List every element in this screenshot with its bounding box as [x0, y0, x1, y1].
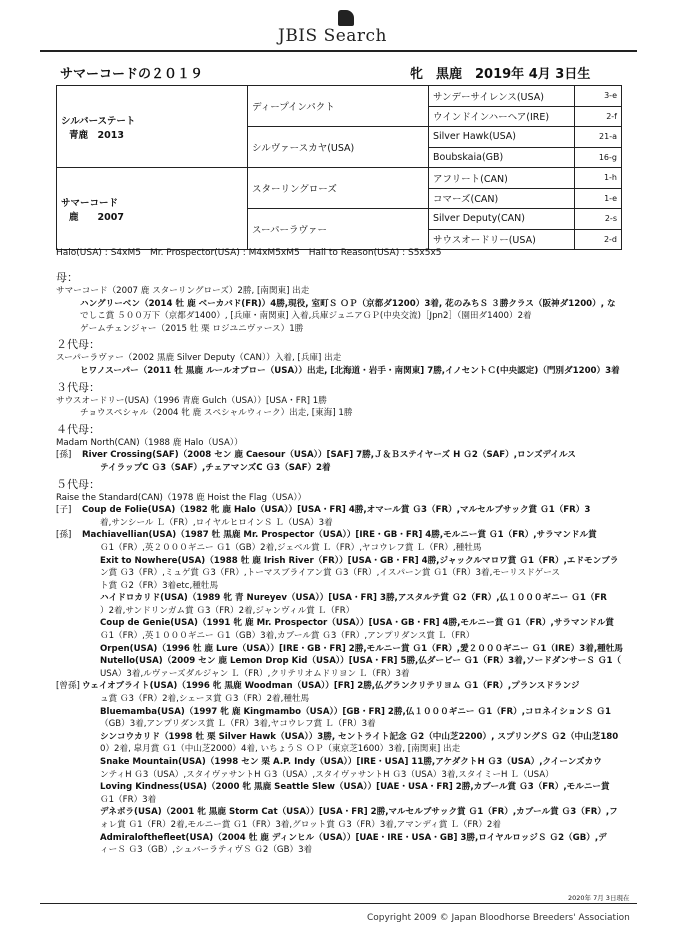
g5-descendant-cont: ト賞 Ｇ2（FR）3着etc,種牡馬: [100, 580, 219, 591]
family-no: 21-a: [575, 127, 622, 148]
relation-tag: [孫]: [56, 450, 72, 461]
g5-descendant[interactable]: シンコウカリド（1998 牡 栗 Silver Hawk（USA））3勝, セントライト記念 Ｇ2（中山芝2200）, スプリングＳ Ｇ2（中山芝180: [100, 731, 619, 742]
family-no: 2-d: [575, 229, 622, 250]
g2-child[interactable]: ヒワノスーパー（2011 牡 黒鹿 ルールオブロー（USA））出走, [北海道・岩手・南関東] 7勝,イノセントＣ(中央認定)（門別ダ1200）3着: [80, 365, 620, 376]
title-row: [60, 63, 620, 82]
family-no: 1-h: [575, 168, 622, 189]
horse-name: サマーコードの２０１９: [60, 67, 204, 82]
dam-name: サマーコード: [61, 197, 119, 209]
g5-descendant-cont: ンティH Ｇ3（USA）,スタイヴァサントH Ｇ3（USA）,スタイヴァサントH Ｇ3（USA）3着,スタイミーH Ｌ（USA）: [100, 769, 554, 780]
bottom-divider: [40, 903, 637, 904]
g5-descendant-cont: Ｇ1（FR）3着: [100, 794, 157, 805]
dam-line[interactable]: サマーコード（2007 鹿 スターリングローズ）2勝, [南関東] 出走: [56, 286, 310, 296]
g3-5[interactable]: アフリート(CAN): [429, 168, 575, 189]
sire-name: シルバーステート: [61, 115, 136, 127]
g3-2[interactable]: ウインドインハーヘア(IRE): [429, 106, 575, 127]
g5-descendant[interactable]: ハイドロカリド(USA)（1989 牝 青 Nureyev（USA））[USA・FR] 3勝,アスタルテ賞 Ｇ2（FR）,仏１０００ギニー Ｇ1（FR: [100, 593, 607, 604]
g5-descendant-cont: ）2着,サンドリンガム賞 Ｇ3（FR）2着,ジャンヴィル賞 Ｌ（FR）: [100, 605, 355, 616]
family-no: 1-e: [575, 188, 622, 209]
g5-descendant[interactable]: Exit to Nowhere(USA)（1988 牡 鹿 Irish River（FR））[USA・GB・FR] 4勝,ジャックルマロワ賞 Ｇ1（FR）,エドモンブラ: [100, 555, 619, 566]
g5-descendant-cont: Ｇ1（FR）,英２０００ギニー Ｇ1（GB）2着,ジェベル賞 Ｌ（FR）,ヤコウレフ賞 Ｌ（FR）,種牡馬: [100, 542, 482, 553]
g3-4[interactable]: Boubskaia(GB): [429, 147, 575, 168]
g3-child[interactable]: チョウスペシャル（2004 牝 鹿 スペシャルウィーク）出走, [東海] 1勝: [80, 408, 353, 419]
section-g2: ２代母：: [56, 338, 100, 352]
dam-dam[interactable]: スーパーラヴァー: [248, 209, 429, 250]
dam-child[interactable]: ハングリーベン（2014 牡 鹿 ベーカバド(FR)）4勝,現役, 室町Ｓ ＯＰ（京都ダ1200）3着, 花のみちＳ ３勝クラス（阪神ダ1200）, な: [80, 298, 616, 309]
dam-sire[interactable]: スターリングローズ: [248, 168, 429, 209]
g5-descendant[interactable]: Bluemamba(USA)（1997 牝 鹿 Kingmambo（USA））[GB・FR] 2勝,仏１０００ギニー Ｇ1（FR）,コロネイションＳ Ｇ1: [100, 706, 611, 717]
g3-1[interactable]: サンデーサイレンス(USA): [429, 86, 575, 107]
copyright: Copyright 2009 © Japan Bloodhorse Breeders' Association: [367, 913, 630, 923]
sire-detail: 青鹿 2013: [69, 129, 124, 141]
g4-descendant-cont: テイラップC Ｇ3（SAF）,チェアマンズC Ｇ3（SAF）2着: [100, 462, 331, 473]
inbreeding-line: Halo(USA) : S4xM5 Mr. Prospector(USA) : M4xM5xM5 Hail to Reason(USA) : S5x5x5: [56, 248, 442, 258]
section-dam: 母：: [56, 271, 78, 284]
sire-dam[interactable]: シルヴァースカヤ(USA): [248, 127, 429, 168]
g5-descendant-cont: 0）2着, 皐月賞 Ｇ1（中山芝2000）4着, いちょうＳ ＯＰ（東京芝1600）3着, [南関東] 出走: [100, 744, 461, 755]
family-no: 2-s: [575, 209, 622, 230]
g5-descendant[interactable]: Loving Kindness(USA)（2000 牝 黒鹿 Seattle Slew（USA））[UAE・USA・FR] 2勝,カブール賞 Ｇ3（FR）,モルニー賞: [100, 782, 610, 793]
g5-descendant[interactable]: Admiralofthefleet(USA)（2004 牡 鹿 ディンヒル（USA））[UAE・IRE・USA・GB] 3勝,ロイヤルロッジＳ Ｇ2（GB）,デ: [100, 832, 607, 843]
g3-6[interactable]: コマーズ(CAN): [429, 188, 575, 209]
dam-child-cont: でしこ賞 ５００万下（京都ダ1400）, [兵庫・南関東] 入着,兵庫ジュニアＧＰ(中央交流)［Jpn2］（園田ダ1400）2着: [80, 311, 532, 322]
g5-descendant[interactable]: Coup de Folie(USA)（1982 牝 鹿 Halo（USA））[USA・FR] 4勝,オマール賞 Ｇ3（FR）,マルセルブサック賞 Ｇ1（FR）3: [82, 505, 591, 516]
logo-text: JBIS Search: [278, 26, 388, 46]
g3-3[interactable]: Silver Hawk(USA): [429, 127, 575, 148]
sire-cell[interactable]: [57, 86, 248, 168]
relation-tag: [孫]: [56, 530, 72, 541]
g5-descendant[interactable]: デネボラ(USA)（2001 牝 黒鹿 Storm Cat（USA））[USA・FR] 2勝,マルセルブサック賞 Ｇ1（FR）,カブール賞 Ｇ3（FR）,フ: [100, 807, 618, 818]
g3-7[interactable]: Silver Deputy(CAN): [429, 209, 575, 230]
section-g5: ５代母：: [56, 477, 100, 491]
section-g4: ４代母：: [56, 422, 100, 436]
g3-8[interactable]: サウスオードリー(USA): [429, 229, 575, 250]
g5-line[interactable]: Raise the Standard(CAN)（1978 鹿 Hoist the Flag（USA））: [56, 492, 307, 503]
g5-descendant[interactable]: Nutello(USA)（2009 セン 鹿 Lemon Drop Kid（USA））[USA・FR] 5勝,仏ダービー Ｇ1（FR）3着,ソードダンサーＳ Ｇ1（: [100, 656, 622, 667]
dam-child[interactable]: ゲームチェンジャー（2015 牡 栗 ロジユニヴァース）1勝: [80, 323, 304, 334]
relation-tag: [曾孫]: [56, 681, 80, 692]
g5-descendant[interactable]: Orpen(USA)（1996 牡 鹿 Lure（USA））[IRE・GB・FR] 2勝,モルニー賞 Ｇ1（FR）,愛２０００ギニー Ｇ1（IRE）3着,種牡馬: [100, 643, 623, 654]
family-no: 2-f: [575, 106, 622, 127]
g5-descendant-cont: Ｇ1（FR）,英１０００ギニー Ｇ1（GB）3着,カブール賞 Ｇ3（FR）,アンプリダンス賞 Ｌ（FR）: [100, 631, 475, 642]
family-content: [56, 268, 631, 857]
dam-cell[interactable]: [57, 168, 248, 250]
g5-descendant[interactable]: Machiavellian(USA)（1987 牡 黒鹿 Mr. Prospector（USA））[IRE・GB・FR] 4勝,モルニー賞 Ｇ1（FR）,サラマンドル賞: [82, 530, 597, 541]
g5-descendant[interactable]: Coup de Genie(USA)（1991 牝 鹿 Mr. Prospector（USA））[USA・GB・FR] 4勝,モルニー賞 Ｇ1（FR）,サラマンドル賞: [100, 618, 614, 629]
g5-descendant-cont: 着,サンシール Ｌ（FR）,ロイヤルヒロインＳ Ｌ（USA）3着: [100, 517, 333, 528]
sire-sire[interactable]: ディープインパクト: [248, 86, 429, 127]
g5-descendant-cont: USA）3着,ルヴァーズダルジャン Ｌ（FR）,クリテリオムドリヨン Ｌ（FR）3着: [100, 668, 410, 679]
g5-descendant-cont: ュ賞 Ｇ3（FR）2着,シェーヌ賞 Ｇ3（FR）2着,種牡馬: [100, 694, 310, 705]
family-no: 16-g: [575, 147, 622, 168]
g3-line[interactable]: サウスオードリー(USA)（1996 青鹿 Gulch（USA））[USA・FR] 1勝: [56, 395, 327, 406]
jbis-logo[interactable]: [278, 8, 398, 48]
horse-icon: [338, 10, 354, 26]
family-no: 3-e: [575, 86, 622, 107]
pedigree-table: [56, 85, 622, 250]
dam-detail: 鹿 2007: [69, 211, 124, 223]
g5-descendant[interactable]: ウェイオブライト(USA)（1996 牝 黒鹿 Woodman（USA））[FR] 2勝,仏グランクリテリヨム Ｇ1（FR）,プランスドランジ: [82, 681, 580, 692]
g5-descendant[interactable]: Snake Mountain(USA)（1998 セン 栗 A.P. Indy（USA））[IRE・USA] 11勝,アケダクトH Ｇ3（USA）,クイーンズカウ: [100, 757, 602, 767]
horse-info: 牝 黒鹿 2019年 4月 3日生: [410, 67, 591, 82]
g5-descendant-cont: （GB）3着,アンプリダンス賞 Ｌ（FR）3着,ヤコウレフ賞 Ｌ（FR）3着: [100, 719, 376, 730]
g5-descendant-cont: ィーＳ Ｇ3（GB）,シュバーラティヴＳ Ｇ2（GB）3着: [100, 845, 313, 856]
g5-descendant-cont: ン賞 Ｇ3（FR）,ミュゲ賞 Ｇ3（FR）,トーマスブライアン賞 Ｇ3（FR）,イスパーン賞 Ｇ1（FR）3着,モーリスドゲース: [100, 568, 560, 579]
as-of-date: 2020年 7月 3日現在: [568, 894, 630, 902]
top-divider: [40, 50, 637, 52]
g4-descendant[interactable]: River Crossing(SAF)（2008 セン 鹿 Caesour（USA））[SAF] 7勝,Ｊ＆Ｂステイヤーズ H Ｇ2（SAF）,ロンズデイルス: [82, 450, 576, 461]
g5-descendant-cont: ォレ賞 Ｇ1（FR）2着,モルニー賞 Ｇ1（FR）3着,グロット賞 Ｇ3（FR）3着,アマンディ賞 Ｌ（FR）2着: [100, 819, 501, 830]
g4-line[interactable]: Madam North(CAN)（1988 鹿 Halo（USA））: [56, 437, 243, 448]
section-g3: ３代母：: [56, 380, 100, 394]
relation-tag: [子]: [56, 505, 72, 516]
g2-line[interactable]: スーパーラヴァー（2002 黒鹿 Silver Deputy（CAN））入着, [兵庫] 出走: [56, 353, 342, 364]
